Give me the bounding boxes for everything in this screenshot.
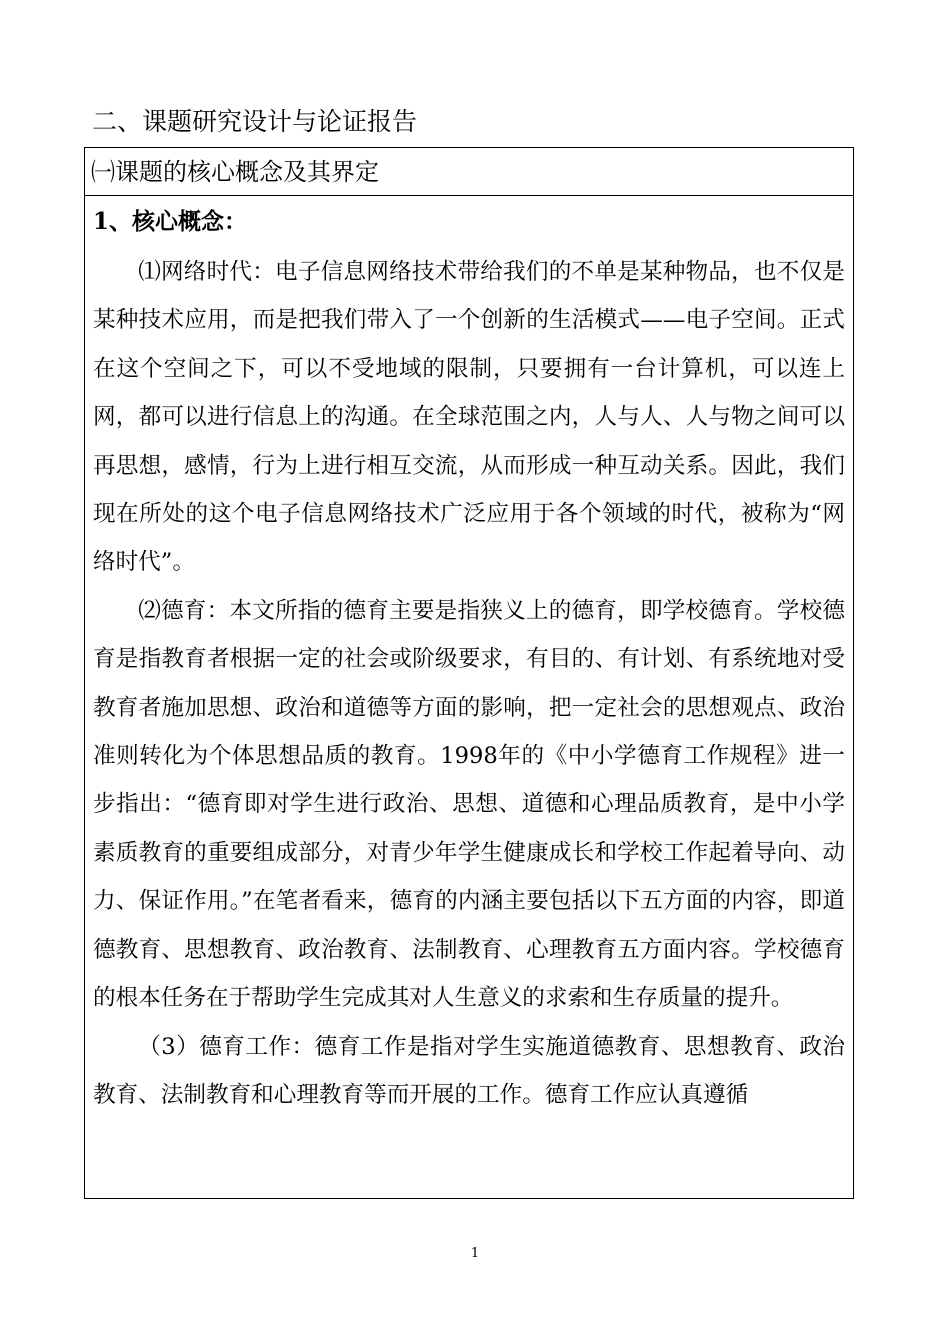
paragraph-moral-education-work: （3）德育工作：德育工作是指对学生实施道德教育、思想教育、政治教育、法制教育和心理教育等而开展的工作。德育工作应认真遵循	[93, 1033, 845, 1108]
table-header-row: ㈠课题的核心概念及其界定	[85, 148, 853, 196]
core-concept-subheading: 1、核心概念：	[93, 208, 248, 235]
paragraph-network-era: ⑴网络时代：电子信息网络技术带给我们的不单是某种物品，也不仅是某种技术应用，而是把我们带入了一个创新的生活模式——电子空间。正式在这个空间之下，可以不受地域的限制，只要拥有一台计算机，可以连上网，都可以进行信息上的沟通。在全球范围之内，人与人、人与物之间可以再思想，感情，行为上进行相互交流，从而形成一种互动关系。因此，我们现在所处的这个电子信息网络技术广泛应用于各个领域的时代，被称为“网络时代”。	[93, 259, 845, 576]
section-heading: 二、课题研究设计与论证报告	[92, 107, 418, 136]
core-concept-table	[84, 147, 854, 1199]
table-body	[85, 196, 853, 1119]
page-number: 1	[470, 1246, 480, 1261]
paragraph-moral-education: ⑵德育：本文所指的德育主要是指狭义上的德育，即学校德育。学校德育是指教育者根据一定的社会或阶级要求，有目的、有计划、有系统地对受教育者施加思想、政治和道德等方面的影响，把一定社会的思想观点、政治准则转化为个体思想品质的教育。1998年的《中小学德育工作规程》进一步指出：“德育即对学生进行政治、思想、道德和心理品质教育，是中小学素质教育的重要组成部分，对青少年学生健康成长和学校工作起着导向、动力、保证作用。”在笔者看来，德育的内涵主要包括以下五方面的内容，即道德教育、思想教育、政治教育、法制教育、心理教育五方面内容。学校德育的根本任务在于帮助学生完成其对人生意义的求索和生存质量的提升。	[93, 597, 845, 1012]
